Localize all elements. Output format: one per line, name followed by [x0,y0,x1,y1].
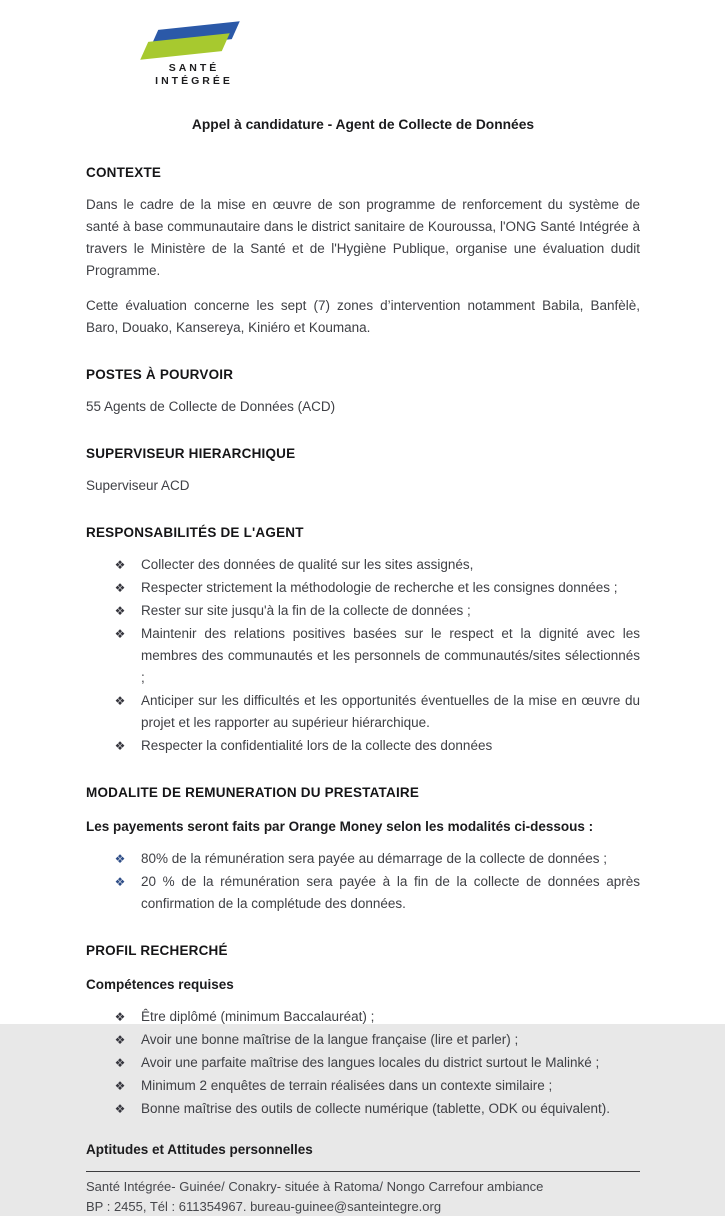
list-item [112,690,640,734]
diamond-bullet-icon: ❖ [112,1075,128,1097]
page-footer [86,1171,640,1216]
competences-list [112,1006,640,1121]
list-item [112,600,640,622]
diamond-bullet-icon: ❖ [112,848,128,870]
diamond-bullet-icon: ❖ [112,554,128,576]
list-item [112,735,640,757]
list-item [112,623,640,689]
logo-wordmark [142,62,246,88]
superviseur-body: Superviseur ACD [86,475,640,497]
list-item [112,1075,640,1097]
list-item-text: 20 % de la rémunération sera payée à la fin de la collecte de données après confirmation de la complétude des données. [141,871,640,915]
diamond-bullet-icon: ❖ [112,871,128,893]
diamond-bullet-icon: ❖ [112,735,128,757]
footer-contact: BP : 2455, Tél : 611354967. bureau-guinee@santeintegre.org [86,1197,640,1216]
list-item-text: Avoir une parfaite maîtrise des langues locales du district surtout le Malinké ; [141,1052,640,1074]
list-item [112,1052,640,1074]
remuneration-list [112,848,640,916]
list-item [112,1029,640,1051]
list-item-text: Être diplômé (minimum Baccalauréat) ; [141,1006,640,1028]
diamond-bullet-icon: ❖ [112,1029,128,1051]
diamond-bullet-icon: ❖ [112,623,128,645]
section-heading-superviseur: SUPERVISEUR HIERARCHIQUE [86,443,640,465]
section-heading-contexte: CONTEXTE [86,162,640,184]
remuneration-subheading: Les payements seront faits par Orange Money selon les modalités ci-dessous : [86,816,640,838]
section-heading-remuneration: MODALITE DE REMUNERATION DU PRESTATAIRE [86,782,640,804]
list-item-text: Avoir une bonne maîtrise de la langue française (lire et parler) ; [141,1029,640,1051]
section-heading-postes: POSTES À POURVOIR [86,364,640,386]
postes-body: 55 Agents de Collecte de Données (ACD) [86,396,640,418]
diamond-bullet-icon: ❖ [112,1006,128,1028]
page-title: Appel à candidature - Agent de Collecte de Données [86,114,640,136]
list-item [112,1006,640,1028]
list-item-text: 80% de la rémunération sera payée au démarrage de la collecte de données ; [141,848,640,870]
diamond-bullet-icon: ❖ [112,600,128,622]
diamond-bullet-icon: ❖ [112,577,128,599]
list-item [112,1098,640,1120]
list-item [112,577,640,599]
logo-mark [142,22,246,62]
logo-text-line1: SANTÉ [142,62,246,75]
list-item-text: Maintenir des relations positives basées sur le respect et la dignité avec les membres des communautés et les personnels de communautés/sites sélectionnés ; [141,623,640,689]
contexte-paragraph-2: Cette évaluation concerne les sept (7) zones d’intervention notamment Babila, Banfèlè, Baro, Douako, Kansereya, Kiniéro et Koumana. [86,295,640,339]
list-item [112,554,640,576]
list-item-text: Minimum 2 enquêtes de terrain réalisées dans un contexte similaire ; [141,1075,640,1097]
logo-text-line2: INTÉGRÉE [142,75,246,88]
responsabilites-list [112,554,640,758]
list-item-text: Collecter des données de qualité sur les sites assignés, [141,554,640,576]
list-item-text: Anticiper sur les difficultés et les opportunités éventuelles de la mise en œuvre du projet et les rapporter au supérieur hiérarchique. [141,690,640,734]
list-item-text: Rester sur site jusqu'à la fin de la collecte de données ; [141,600,640,622]
list-item [112,871,640,915]
diamond-bullet-icon: ❖ [112,1098,128,1120]
diamond-bullet-icon: ❖ [112,1052,128,1074]
list-item [112,848,640,870]
contexte-paragraph-1: Dans le cadre de la mise en œuvre de son programme de renforcement du système de santé à base communautaire dans le district sanitaire de Kouroussa, l'ONG Santé Intégrée à travers le Ministère de la Santé et de l'Hygiène Publique, organise une évaluation dudit Programme. [86,194,640,282]
sante-integree-logo [86,22,640,88]
diamond-bullet-icon: ❖ [112,690,128,712]
list-item-text: Bonne maîtrise des outils de collecte numérique (tablette, ODK ou équivalent). [141,1098,640,1120]
competences-heading: Compétences requises [86,974,640,996]
aptitudes-heading: Aptitudes et Attitudes personnelles [86,1139,640,1161]
list-item-text: Respecter la confidentialité lors de la collecte des données [141,735,640,757]
section-heading-profil: PROFIL RECHERCHÉ [86,940,640,962]
section-heading-responsabilites: RESPONSABILITÉS DE L'AGENT [86,522,640,544]
list-item-text: Respecter strictement la méthodologie de recherche et les consignes données ; [141,577,640,599]
footer-address: Santé Intégrée- Guinée/ Conakry- située à Ratoma/ Nongo Carrefour ambiance [86,1177,640,1197]
